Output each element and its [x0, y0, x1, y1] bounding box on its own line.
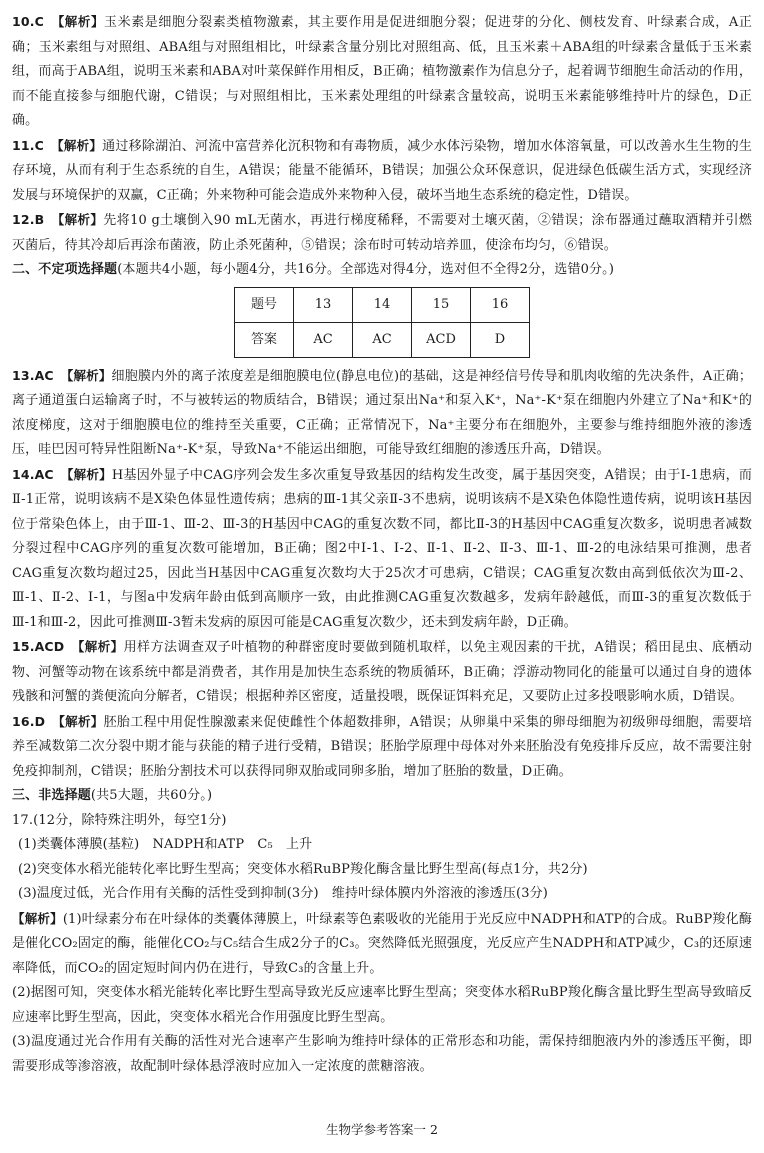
- section3-heading: 三、非选择题: [12, 788, 91, 803]
- q11-block: [12, 134, 752, 209]
- table-cell: 13: [294, 287, 353, 322]
- table-row: [235, 287, 530, 322]
- section2-description: (本题共4小题，每小题4分，共16分。全部选对得4分，选对但不全得2分，选错0分。): [117, 262, 615, 277]
- q17-answer-2: (2)突变体水稻光能转化率比野生型高；突变体水稻RuBP羧化酶含量比野生型高(每点1分，共2分): [18, 861, 588, 877]
- q15-number: 15.ACD: [12, 639, 65, 654]
- q16-number: 16.D: [12, 713, 46, 729]
- q10-number: 10.C: [12, 14, 44, 29]
- table-cell: 14: [353, 287, 412, 322]
- q10-block: [12, 10, 752, 134]
- q12-block: [12, 208, 752, 258]
- q17-answer-3: (3)温度过低，光合作用有关酶的活性受到抑制(3分) 维持叶绿体膜内外溶液的渗透压(3分): [18, 886, 548, 901]
- answer-table: [234, 287, 530, 358]
- q14-explanation: H基因外显子中CAG序列会发生多次重复导致基因的结构发生改变，属于基因突变，A错误；由于Ⅰ-1患病，而Ⅱ-1正常，说明该病不是X染色体显性遗传病；患病的Ⅲ-1其父亲Ⅱ-3不患病，说明该病不是X染色体隐性遗传病，说明该H基因位于常染色体上，由于Ⅲ-1、Ⅲ-2、Ⅲ-3的H基因中CAG的重复次数不同，都比Ⅱ-3的H基因中CAG重复次数多，说明患者减数分裂过程中CAG序列的重复次数可能增加，B正确；图2中Ⅰ-1、Ⅰ-2、Ⅱ-1、Ⅱ-2、Ⅱ-3、Ⅲ-1、Ⅲ-2的电泳结果可推测，患者CAG重复次数均超过25，因此当H基因中CAG重复次数均大于25次才可患病，C错误；CAG重复次数由高到低依次为Ⅲ-2、Ⅲ-1、Ⅱ-2、Ⅰ-1，与图a中发病年龄由低到高顺序一致，由此推测CAG重复次数越多，发病年龄越低，而Ⅲ-3的重复次数低于Ⅲ-1和Ⅲ-2，因此可推测Ⅲ-3暂未发病的原因可能是CAG重复次数少，还未到发病年龄，D正确。: [12, 467, 752, 630]
- q14-number: 14.AC: [12, 466, 54, 482]
- q12-number: 12.B: [12, 212, 45, 227]
- q16-tag: 【解析】: [58, 713, 104, 729]
- q13-explanation: 细胞膜内外的离子浓度差是细胞膜电位(静息电位)的基础，这是神经信号传导和肌肉收缩的先决条件，A正确；离子通道蛋白运输离子时，不与被转运的物质结合，B错误；通过泵出Na⁺和泵入K⁺，Na⁺-K⁺泵在细胞内外建立了Na⁺和K⁺的浓度梯度，这对于细胞膜电位的维持至关重要，C正确；正常情况下，Na⁺主要分布在细胞外，主要参与维持细胞外液的渗透压，哇巴因可特异性阻断Na⁺-K⁺泵，导致Na⁺不能运出细胞，可能导致红细胞的渗透压升高，D错误。: [12, 368, 752, 457]
- q12-tag: 【解析】: [57, 212, 104, 227]
- section3-description: (共5大题，共60分。): [90, 788, 213, 803]
- q17-explanation-1: [12, 907, 752, 982]
- q16-explanation: 胚胎工程中用促性腺激素来促使雌性个体超数排卵，A错误；从卵巢中采集的卵母细胞为初级卵母细胞，需要培养至减数第二次分裂中期才能与获能的精子进行受精，B错误；胚胎学原理中母体对外来胚胎没有免疫排斥反应，故不需要注射免疫抑制剂，C错误；胚胎分割技术可以获得同卵双胎或同卵多胎，增加了胚胎的数量，D正确。: [12, 714, 753, 779]
- q15-tag: 【解析】: [78, 639, 124, 654]
- q15-explanation: 用样方法调查双子叶植物的种群密度时要做到随机取样，以免主观因素的干扰，A错误；稻田昆虫、底栖动物、河蟹等动物在该系统中都是消费者，其作用是加快生态系统的物质循环，B正确；浮游动物同化的能量可以通过自身的遗体残骸和河蟹的粪便流向分解者，C错误；根据种养区密度，适量投喂，既保证饵料充足，又要防止过多投喂影响水质，D错误。: [12, 640, 752, 704]
- table-cell: 16: [471, 287, 530, 322]
- table-cell: AC: [353, 322, 412, 357]
- q12-explanation: 先将10 g土壤倒入90 mL无菌水，再进行梯度稀释，不需要对土壤灭菌，②错误；涂布器通过蘸取酒精并引燃灭菌后，待其冷却后再涂布菌液，防止杀死菌种，⑤错误；涂布时可转动培养皿，使涂布均匀，⑥错误。: [12, 213, 753, 253]
- q11-number: 11.C: [12, 137, 44, 153]
- table-cell: 答案: [235, 322, 294, 357]
- q17-explanation-text-1: (1)叶绿素分布在叶绿体的类囊体薄膜上，叶绿素等色素吸收的光能用于光反应中NADPH和ATP的合成。RuBP羧化酶是催化CO₂固定的酶，能催化CO₂与C₅结合生成2分子的C₃。突然降低光照强度，光反应产生NADPH和ATP减少，C₃的还原速率降低，而CO₂的固定短时间内仍在进行，导致C₃的含量上升。: [12, 911, 752, 976]
- q17-tag: 【解析】: [12, 910, 63, 926]
- q10-tag: 【解析】: [57, 14, 105, 29]
- table-cell: AC: [294, 322, 353, 357]
- section2-heading: 二、不定项选择题: [12, 262, 118, 277]
- q16-block: [12, 710, 752, 785]
- q13-tag: 【解析】: [67, 367, 112, 383]
- q11-tag: 【解析】: [57, 137, 103, 153]
- page-footer: 生物学参考答案一 2: [326, 1122, 438, 1137]
- section2-heading-line: [12, 258, 752, 283]
- q13-number: 13.AC: [12, 367, 54, 383]
- answer-page: [12, 10, 752, 1079]
- q17-header: 17.(12分，除特殊注明外，每空1分): [12, 812, 227, 828]
- table-cell: ACD: [412, 322, 471, 357]
- section3-heading-line: [12, 784, 752, 809]
- table-cell: 15: [412, 287, 471, 322]
- q14-block: [12, 463, 752, 636]
- q17-explanation-2: (2)据图可知，突变体水稻光能转化率比野生型高导致光反应速率比野生型高；突变体水稻RuBP羧化酶含量比野生型高导致暗反应速率比野生型高，因此，突变体水稻光合作用强度比野生型高。: [12, 985, 752, 1025]
- q15-block: [12, 635, 752, 710]
- table-cell: D: [471, 322, 530, 357]
- q10-explanation: 玉米素是细胞分裂素类植物激素，其主要作用是促进细胞分裂；促进芽的分化、侧枝发育、叶绿素合成，A正确；玉米素组与对照组、ABA组与对照组相比，叶绿素含量分别比对照组高、低，且玉米素＋ABA组的叶绿素含量低于玉米素组，而高于ABA组，说明玉米素和ABA对叶菜保鲜作用相反，B正确；植物激素作为信息分子，起着调节细胞生命活动的作用，而不能直接参与细胞代谢，C错误；与对照组相比，玉米素处理组的叶绿素含量较高，说明玉米素能够维持叶片的绿色，D正确。: [12, 15, 753, 128]
- q17-explanation-3: (3)温度通过光合作用有关酶的活性对光合速率产生影响为维持叶绿体的正常形态和功能，需保持细胞液内外的渗透压平衡，即需要形成等渗溶液，故配制叶绿体悬浮液时应加入一定浓度的蔗糖溶液。: [12, 1034, 752, 1074]
- table-row: [235, 322, 530, 357]
- q13-block: [12, 364, 752, 463]
- table-cell: 题号: [235, 287, 294, 322]
- q17-answer-1: (1)类囊体薄膜(基粒) NADPH和ATP C₅ 上升: [18, 837, 313, 852]
- q14-tag: 【解析】: [67, 466, 112, 482]
- q11-explanation: 通过移除湖泊、河流中富营养化沉积物和有毒物质，减少水体污染物，增加水体溶氧量，可以改善水生生物的生存环境，从而有利于生态系统的自生，A错误；能量不能循环，B错误；加强公众环保意识，促进绿色低碳生活方式，实现经济发展与环境保护的双赢，C正确；外来物种可能会造成外来物种入侵，破坏当地生态系统的稳定性，D错误。: [12, 138, 752, 203]
